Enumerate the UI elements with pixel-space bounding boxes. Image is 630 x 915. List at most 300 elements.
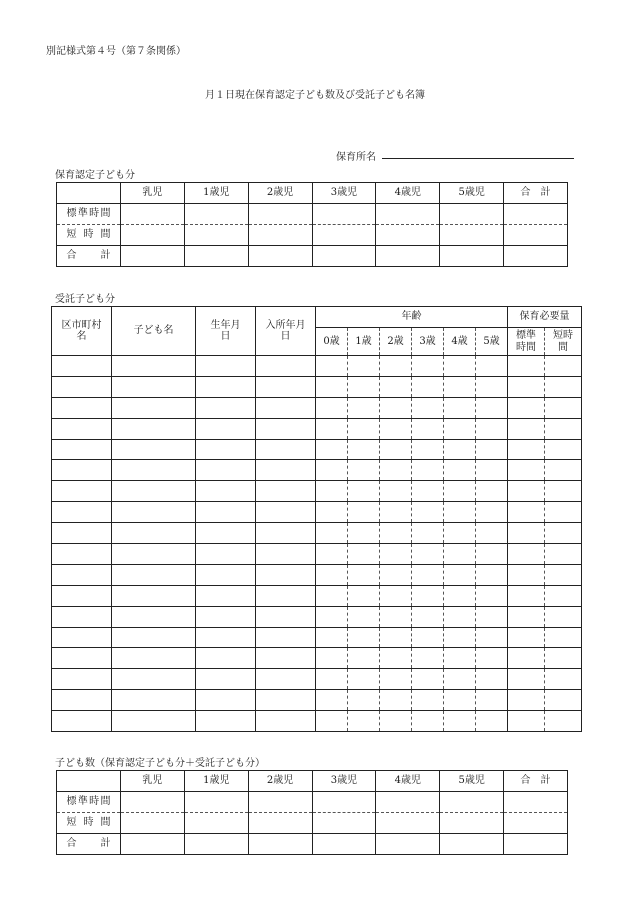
entrusted-children-table [51, 306, 582, 732]
entry-cell[interactable] [412, 711, 444, 732]
data-cell[interactable] [121, 225, 185, 246]
entry-cell[interactable] [412, 376, 444, 397]
entry-cell[interactable] [348, 439, 380, 460]
entry-cell[interactable] [545, 564, 582, 585]
entry-cell[interactable] [380, 523, 412, 544]
column-header: 1歳児 [184, 771, 248, 792]
entry-cell[interactable] [112, 544, 196, 565]
entry-cell[interactable] [112, 502, 196, 523]
entry-cell[interactable] [196, 564, 256, 585]
entry-cell[interactable] [316, 502, 348, 523]
entry-cell[interactable] [545, 606, 582, 627]
data-cell[interactable] [440, 834, 504, 855]
entry-cell[interactable] [476, 564, 508, 585]
entry-cell[interactable] [444, 502, 476, 523]
data-cell[interactable] [248, 792, 312, 813]
entry-cell[interactable] [348, 376, 380, 397]
entry-cell[interactable] [476, 523, 508, 544]
section2-heading: 受託子ども分 [55, 294, 115, 305]
column-header: 合 計 [504, 771, 568, 792]
entry-cell[interactable] [316, 544, 348, 565]
entry-cell[interactable] [256, 356, 316, 377]
data-cell[interactable] [248, 834, 312, 855]
data-cell[interactable] [248, 225, 312, 246]
entry-cell[interactable] [196, 606, 256, 627]
data-cell[interactable] [312, 204, 376, 225]
entry-cell[interactable] [196, 376, 256, 397]
data-cell[interactable] [184, 813, 248, 834]
data-cell[interactable] [312, 813, 376, 834]
entry-cell[interactable] [196, 690, 256, 711]
entry-cell[interactable] [348, 356, 380, 377]
entry-cell[interactable] [52, 585, 112, 606]
entry-cell[interactable] [412, 523, 444, 544]
entry-cell[interactable] [52, 356, 112, 377]
entry-cell[interactable] [112, 418, 196, 439]
entry-cell[interactable] [412, 669, 444, 690]
column-header: 子ども名 [112, 307, 196, 356]
entry-cell[interactable] [545, 418, 582, 439]
entry-cell[interactable] [196, 502, 256, 523]
entry-cell[interactable] [380, 460, 412, 481]
entry-cell[interactable] [52, 648, 112, 669]
entry-cell[interactable] [545, 439, 582, 460]
data-cell[interactable] [121, 246, 185, 267]
entry-cell[interactable] [412, 585, 444, 606]
data-cell[interactable] [440, 225, 504, 246]
entry-cell[interactable] [380, 669, 412, 690]
entry-cell[interactable] [412, 544, 444, 565]
entry-cell[interactable] [444, 690, 476, 711]
entry-cell[interactable] [112, 481, 196, 502]
entry-cell[interactable] [348, 669, 380, 690]
entry-cell[interactable] [545, 397, 582, 418]
entry-cell[interactable] [508, 397, 545, 418]
entry-cell[interactable] [256, 502, 316, 523]
data-cell[interactable] [440, 204, 504, 225]
entry-cell[interactable] [348, 606, 380, 627]
care-standard-header: 標準時間 [508, 328, 545, 356]
age-header: 0歳 [316, 328, 348, 356]
entry-cell[interactable] [508, 606, 545, 627]
table-row [52, 627, 582, 648]
entry-cell[interactable] [508, 502, 545, 523]
entry-cell[interactable] [508, 376, 545, 397]
entry-cell[interactable] [412, 356, 444, 377]
entry-cell[interactable] [196, 481, 256, 502]
entry-cell[interactable] [316, 523, 348, 544]
entry-cell[interactable] [196, 397, 256, 418]
data-cell[interactable] [121, 834, 185, 855]
data-cell[interactable] [248, 246, 312, 267]
entry-cell[interactable] [545, 376, 582, 397]
column-header: 乳児 [121, 183, 185, 204]
column-header: 2歳児 [248, 183, 312, 204]
data-cell[interactable] [376, 204, 440, 225]
entry-cell[interactable] [508, 648, 545, 669]
data-cell[interactable] [248, 813, 312, 834]
entry-cell[interactable] [476, 606, 508, 627]
data-cell[interactable] [184, 246, 248, 267]
entry-cell[interactable] [196, 439, 256, 460]
table-row [52, 669, 582, 690]
entry-cell[interactable] [380, 544, 412, 565]
entry-cell[interactable] [316, 627, 348, 648]
entry-cell[interactable] [112, 523, 196, 544]
entry-cell[interactable] [196, 523, 256, 544]
entry-cell[interactable] [545, 627, 582, 648]
entry-cell[interactable] [476, 627, 508, 648]
entry-cell[interactable] [508, 544, 545, 565]
entry-cell[interactable] [112, 460, 196, 481]
entry-cell[interactable] [508, 523, 545, 544]
entry-cell[interactable] [508, 669, 545, 690]
entry-cell[interactable] [412, 460, 444, 481]
entry-cell[interactable] [52, 627, 112, 648]
row-header: 標準時間 [57, 204, 121, 225]
entry-cell[interactable] [476, 460, 508, 481]
entry-cell[interactable] [508, 481, 545, 502]
data-cell[interactable] [376, 792, 440, 813]
entry-cell[interactable] [545, 502, 582, 523]
entry-cell[interactable] [476, 376, 508, 397]
entry-cell[interactable] [256, 690, 316, 711]
entry-cell[interactable] [545, 711, 582, 732]
entry-cell[interactable] [380, 418, 412, 439]
entry-cell[interactable] [476, 502, 508, 523]
column-header: 4歳児 [376, 771, 440, 792]
entry-cell[interactable] [196, 711, 256, 732]
entry-cell[interactable] [316, 606, 348, 627]
entry-cell[interactable] [380, 606, 412, 627]
column-group-header: 保育必要量 [508, 307, 582, 328]
entry-cell[interactable] [52, 481, 112, 502]
entry-cell[interactable] [348, 418, 380, 439]
entry-cell[interactable] [412, 690, 444, 711]
table-row [52, 544, 582, 565]
data-cell[interactable] [504, 204, 568, 225]
entry-cell[interactable] [444, 397, 476, 418]
age-header: 1歳 [348, 328, 380, 356]
column-header: 5歳児 [440, 771, 504, 792]
data-cell[interactable] [440, 792, 504, 813]
entry-cell[interactable] [256, 460, 316, 481]
entry-cell[interactable] [380, 648, 412, 669]
table-row [52, 439, 582, 460]
data-cell[interactable] [312, 792, 376, 813]
data-cell[interactable] [440, 246, 504, 267]
data-cell[interactable] [312, 225, 376, 246]
entry-cell[interactable] [545, 648, 582, 669]
entry-cell[interactable] [348, 397, 380, 418]
entry-cell[interactable] [444, 418, 476, 439]
row-header: 合計 [57, 246, 121, 267]
entry-cell[interactable] [444, 669, 476, 690]
entry-cell[interactable] [256, 376, 316, 397]
column-header: 1歳児 [184, 183, 248, 204]
entry-cell[interactable] [508, 627, 545, 648]
entry-cell[interactable] [508, 439, 545, 460]
entry-cell[interactable] [256, 606, 316, 627]
data-cell[interactable] [312, 834, 376, 855]
entry-cell[interactable] [112, 669, 196, 690]
total-children-table [56, 770, 568, 855]
facility-name-field[interactable] [382, 158, 574, 159]
entry-cell[interactable] [444, 439, 476, 460]
entry-cell[interactable] [256, 418, 316, 439]
row-header: 短時間 [57, 813, 121, 834]
entry-cell[interactable] [412, 606, 444, 627]
column-header: 3歳児 [312, 183, 376, 204]
entry-cell[interactable] [316, 690, 348, 711]
entry-cell[interactable] [508, 690, 545, 711]
column-header: 入所年月日 [256, 307, 316, 356]
entry-cell[interactable] [316, 376, 348, 397]
data-cell[interactable] [184, 204, 248, 225]
entry-cell[interactable] [380, 439, 412, 460]
column-header: 合 計 [504, 183, 568, 204]
entry-cell[interactable] [52, 397, 112, 418]
entry-cell[interactable] [545, 690, 582, 711]
entry-cell[interactable] [412, 418, 444, 439]
entry-cell[interactable] [476, 544, 508, 565]
column-header: 3歳児 [312, 771, 376, 792]
entry-cell[interactable] [476, 648, 508, 669]
entry-cell[interactable] [444, 376, 476, 397]
entry-cell[interactable] [52, 606, 112, 627]
entry-cell[interactable] [52, 711, 112, 732]
entry-cell[interactable] [444, 481, 476, 502]
entry-cell[interactable] [545, 481, 582, 502]
entry-cell[interactable] [545, 460, 582, 481]
entry-cell[interactable] [508, 460, 545, 481]
entry-cell[interactable] [112, 627, 196, 648]
entry-cell[interactable] [508, 585, 545, 606]
entry-cell[interactable] [380, 690, 412, 711]
entry-cell[interactable] [412, 627, 444, 648]
row-header: 標準時間 [57, 792, 121, 813]
data-cell[interactable] [121, 813, 185, 834]
entry-cell[interactable] [52, 544, 112, 565]
entry-cell[interactable] [476, 669, 508, 690]
data-cell[interactable] [184, 225, 248, 246]
table-row [52, 397, 582, 418]
entry-cell[interactable] [545, 523, 582, 544]
entry-cell[interactable] [380, 585, 412, 606]
entry-cell[interactable] [380, 564, 412, 585]
entry-cell[interactable] [112, 585, 196, 606]
entry-cell[interactable] [316, 356, 348, 377]
entry-cell[interactable] [316, 397, 348, 418]
entry-cell[interactable] [476, 439, 508, 460]
entry-cell[interactable] [52, 564, 112, 585]
entry-cell[interactable] [316, 564, 348, 585]
entry-cell[interactable] [316, 585, 348, 606]
entry-cell[interactable] [316, 669, 348, 690]
entry-cell[interactable] [348, 627, 380, 648]
entry-cell[interactable] [52, 460, 112, 481]
entry-cell[interactable] [348, 711, 380, 732]
entry-cell[interactable] [412, 564, 444, 585]
entry-cell[interactable] [256, 439, 316, 460]
entry-cell[interactable] [52, 376, 112, 397]
data-cell[interactable] [376, 246, 440, 267]
data-cell[interactable] [440, 813, 504, 834]
entry-cell[interactable] [112, 356, 196, 377]
form-number-label: 別記様式第４号（第７条関係） [46, 46, 186, 57]
table-row [52, 585, 582, 606]
entry-cell[interactable] [412, 502, 444, 523]
entry-cell[interactable] [112, 648, 196, 669]
section1-heading: 保育認定子ども分 [55, 170, 135, 181]
entry-cell[interactable] [545, 669, 582, 690]
entry-cell[interactable] [52, 439, 112, 460]
entry-cell[interactable] [348, 690, 380, 711]
entry-cell[interactable] [545, 544, 582, 565]
row-header: 短時間 [57, 225, 121, 246]
entry-cell[interactable] [112, 439, 196, 460]
table-row [52, 690, 582, 711]
entry-cell[interactable] [412, 397, 444, 418]
table-row [52, 711, 582, 732]
entry-cell[interactable] [508, 356, 545, 377]
entry-cell[interactable] [348, 585, 380, 606]
entry-cell[interactable] [348, 564, 380, 585]
entry-cell[interactable] [52, 418, 112, 439]
entry-cell[interactable] [476, 481, 508, 502]
entry-cell[interactable] [52, 523, 112, 544]
entry-cell[interactable] [196, 648, 256, 669]
entry-cell[interactable] [112, 690, 196, 711]
entry-cell[interactable] [444, 460, 476, 481]
entry-cell[interactable] [348, 460, 380, 481]
entry-cell[interactable] [444, 711, 476, 732]
entry-cell[interactable] [444, 544, 476, 565]
column-header: 4歳児 [376, 183, 440, 204]
entry-cell[interactable] [476, 711, 508, 732]
entry-cell[interactable] [444, 627, 476, 648]
entry-cell[interactable] [476, 397, 508, 418]
entry-cell[interactable] [444, 356, 476, 377]
entry-cell[interactable] [316, 481, 348, 502]
entry-cell[interactable] [256, 564, 316, 585]
entry-cell[interactable] [316, 460, 348, 481]
entry-cell[interactable] [112, 376, 196, 397]
data-cell[interactable] [376, 225, 440, 246]
entry-cell[interactable] [444, 585, 476, 606]
entry-cell[interactable] [316, 439, 348, 460]
age-header: 5歳 [476, 328, 508, 356]
data-cell[interactable] [504, 813, 568, 834]
entry-cell[interactable] [412, 439, 444, 460]
entry-cell[interactable] [112, 397, 196, 418]
entry-cell[interactable] [545, 356, 582, 377]
data-cell[interactable] [504, 792, 568, 813]
entry-cell[interactable] [316, 418, 348, 439]
entry-cell[interactable] [316, 648, 348, 669]
entry-cell[interactable] [256, 585, 316, 606]
entry-cell[interactable] [196, 669, 256, 690]
entry-cell[interactable] [52, 502, 112, 523]
entry-cell[interactable] [380, 356, 412, 377]
entry-cell[interactable] [545, 585, 582, 606]
entry-cell[interactable] [444, 523, 476, 544]
entry-cell[interactable] [508, 711, 545, 732]
entry-cell[interactable] [256, 627, 316, 648]
entry-cell[interactable] [316, 711, 348, 732]
entry-cell[interactable] [476, 418, 508, 439]
entry-cell[interactable] [196, 356, 256, 377]
entry-cell[interactable] [256, 544, 316, 565]
entry-cell[interactable] [196, 585, 256, 606]
data-cell[interactable] [376, 813, 440, 834]
entry-cell[interactable] [508, 564, 545, 585]
entry-cell[interactable] [380, 711, 412, 732]
data-cell[interactable] [504, 225, 568, 246]
entry-cell[interactable] [380, 502, 412, 523]
entry-cell[interactable] [256, 711, 316, 732]
entry-cell[interactable] [256, 397, 316, 418]
data-cell[interactable] [184, 792, 248, 813]
entry-cell[interactable] [196, 544, 256, 565]
table-row [52, 648, 582, 669]
entry-cell[interactable] [348, 648, 380, 669]
age-header: 4歳 [444, 328, 476, 356]
entry-cell[interactable] [256, 523, 316, 544]
entry-cell[interactable] [348, 481, 380, 502]
entry-cell[interactable] [256, 669, 316, 690]
entry-cell[interactable] [256, 481, 316, 502]
entry-cell[interactable] [476, 356, 508, 377]
data-cell[interactable] [312, 246, 376, 267]
data-cell[interactable] [376, 834, 440, 855]
entry-cell[interactable] [476, 585, 508, 606]
data-cell[interactable] [121, 204, 185, 225]
entry-cell[interactable] [112, 564, 196, 585]
entry-cell[interactable] [196, 418, 256, 439]
entry-cell[interactable] [444, 564, 476, 585]
entry-cell[interactable] [112, 606, 196, 627]
entry-cell[interactable] [476, 690, 508, 711]
data-cell[interactable] [504, 246, 568, 267]
entry-cell[interactable] [380, 376, 412, 397]
entry-cell[interactable] [412, 648, 444, 669]
data-cell[interactable] [248, 204, 312, 225]
entry-cell[interactable] [196, 460, 256, 481]
entry-cell[interactable] [196, 627, 256, 648]
entry-cell[interactable] [348, 544, 380, 565]
entry-cell[interactable] [52, 669, 112, 690]
data-cell[interactable] [184, 834, 248, 855]
data-cell[interactable] [504, 834, 568, 855]
section3-heading: 子ども数（保育認定子ども分＋受託子ども分） [55, 758, 265, 769]
data-cell[interactable] [121, 792, 185, 813]
entry-cell[interactable] [112, 711, 196, 732]
entry-cell[interactable] [52, 690, 112, 711]
entry-cell[interactable] [380, 627, 412, 648]
table-row [52, 502, 582, 523]
entry-cell[interactable] [256, 648, 316, 669]
entry-cell[interactable] [380, 397, 412, 418]
entry-cell[interactable] [380, 481, 412, 502]
table-row [52, 460, 582, 481]
entry-cell[interactable] [444, 648, 476, 669]
entry-cell[interactable] [348, 523, 380, 544]
entry-cell[interactable] [444, 606, 476, 627]
entry-cell[interactable] [508, 418, 545, 439]
entry-cell[interactable] [348, 502, 380, 523]
entry-cell[interactable] [412, 481, 444, 502]
